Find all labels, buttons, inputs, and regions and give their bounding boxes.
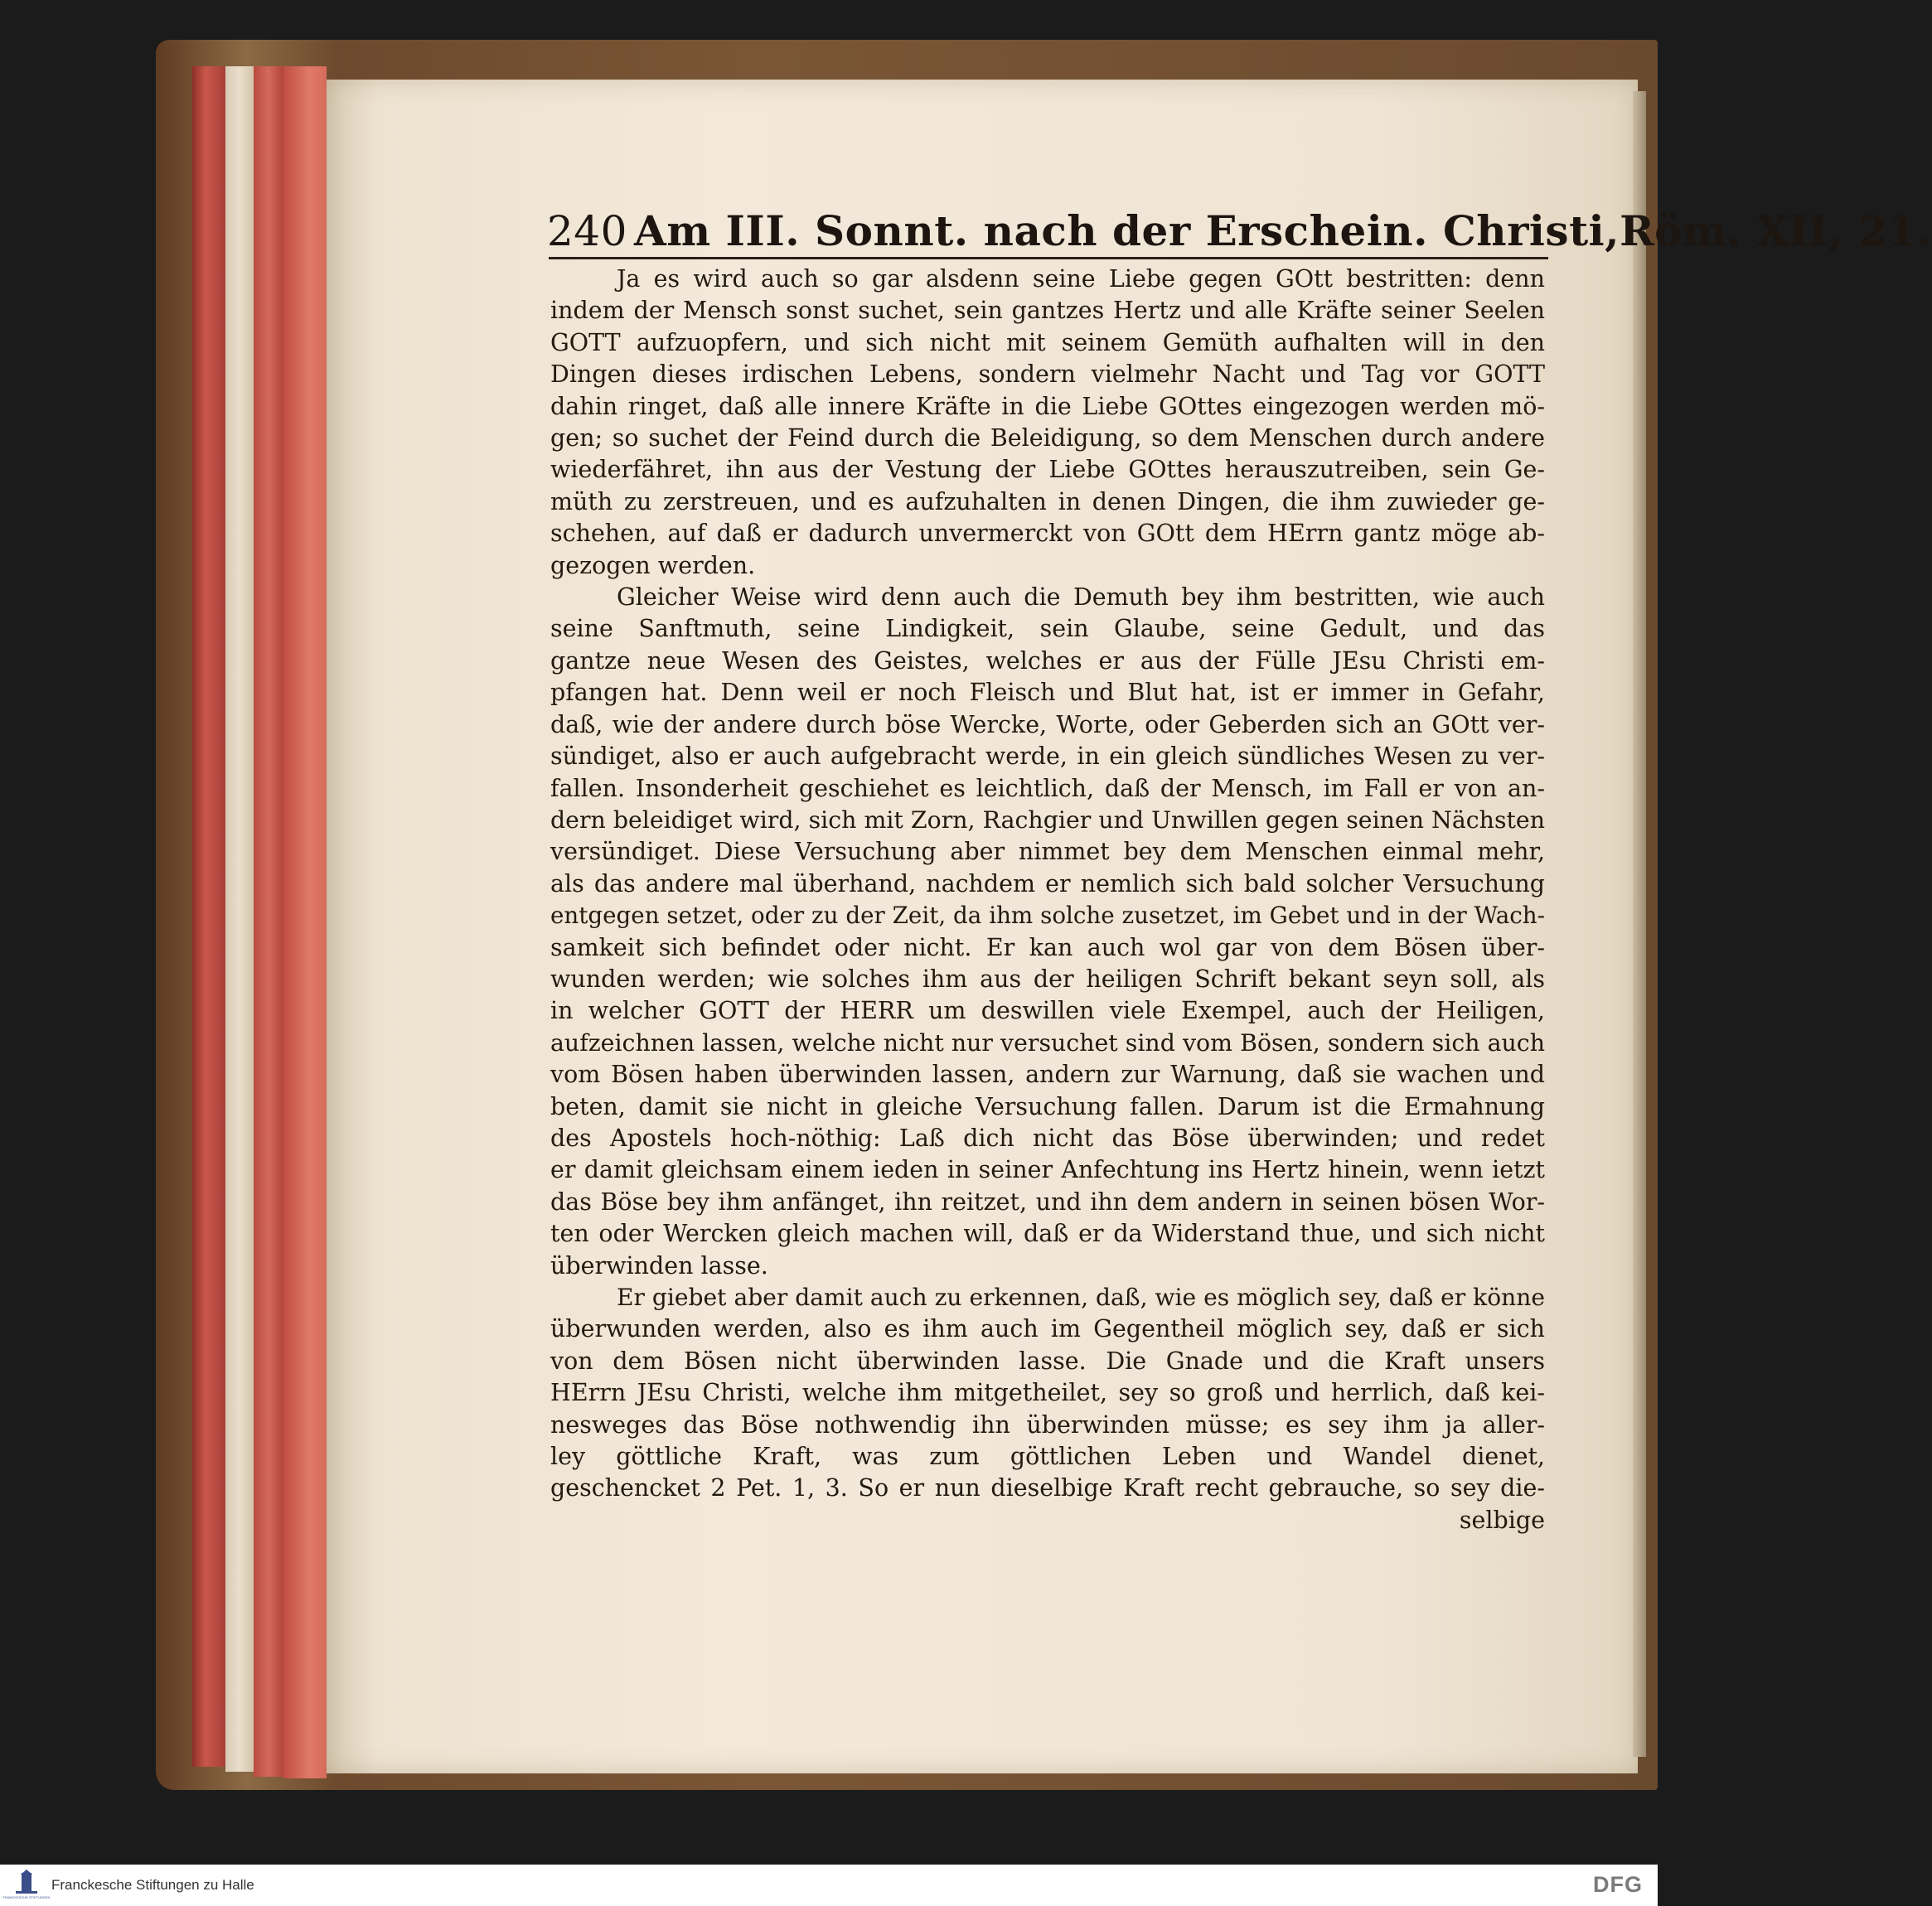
text-line: als das andere mal überhand, nachdem er nemlich sich bald solcher Versuchung xyxy=(550,869,1545,897)
text-line: aufzeichnen lassen, welche nicht nur versuchet sind vom Bösen, sondern sich auch xyxy=(550,1028,1545,1057)
text-line: GOTT aufzuopfern, und sich nicht mit seinem Gemüth aufhalten will in den xyxy=(550,328,1545,356)
paragraph xyxy=(550,582,1545,1282)
text-line: daß, wie der andere durch böse Wercke, Worte, oder Geberden sich an GOtt ver- xyxy=(550,710,1545,738)
text-line: pfangen hat. Denn weil er noch Fleisch und Blut hat, ist er immer in Gefahr, xyxy=(550,679,1545,707)
viewer-footer xyxy=(0,1865,1658,1906)
text-line: Dingen dieses irdischen Lebens, sondern vielmehr Nacht und Tag vor GOTT xyxy=(550,360,1545,389)
dfg-logo: DFG xyxy=(1593,1872,1643,1897)
text-line: gezogen werden. xyxy=(550,551,756,579)
page-edge xyxy=(254,66,283,1777)
text-line: wiederfähret, ihn aus der Vestung der Liebe GOttes herauszutreiben, sein Ge- xyxy=(550,456,1545,484)
page-edge xyxy=(192,66,225,1767)
text-line: Gleicher Weise wird denn auch die Demuth bey ihm bestritten, wie auch xyxy=(617,583,1545,612)
text-line: wunden werden; wie solches ihm aus der heiligen Schrift bekant seyn soll, als xyxy=(550,965,1545,993)
text-line: fallen. Insonderheit geschiehet es leichtlich, daß der Mensch, im Fall er von an- xyxy=(550,774,1545,802)
text-line: ten oder Wercken gleich machen will, daß er da Widerstand thue, und sich nicht xyxy=(550,1220,1545,1248)
text-line: HErrn JEsu Christi, welche ihm mitgetheilet, sey so groß und herrlich, daß kei- xyxy=(550,1379,1545,1407)
text-line: überwunden werden, also es ihm auch im Gegentheil möglich sey, daß er sich xyxy=(550,1315,1545,1343)
logo-caption: FRANCKESCHE STIFTUNGEN xyxy=(2,1895,51,1899)
paragraph xyxy=(550,264,1545,582)
text-line: geschencket 2 Pet. 1, 3. So er nun dieselbige Kraft recht gebrauche, so sey die- xyxy=(550,1474,1545,1502)
text-line: dern beleidiget wird, sich mit Zorn, Rachgier und Unwillen gegen seinen Nächsten xyxy=(550,805,1545,834)
text-line: des Apostels hoch-nöthig: Laß dich nicht das Böse überwinden; und redet xyxy=(550,1124,1545,1152)
text-line: versündiget. Diese Versuchung aber nimmet bey dem Menschen einmal mehr, xyxy=(550,838,1545,866)
page-edge xyxy=(225,66,254,1772)
paragraph xyxy=(550,1282,1545,1505)
text-line: von dem Bösen nicht überwinden lasse. Die Gnade und die Kraft unsers xyxy=(550,1347,1545,1375)
text-line: ley göttliche Kraft, was zum göttlichen Leben und Wandel dienet, xyxy=(550,1443,1545,1471)
text-line: schehen, auf daß er dadurch unvermerckt von GOtt dem HErrn gantz möge ab- xyxy=(550,520,1545,548)
text-line: Er giebet aber damit auch zu erkennen, daß, wie es möglich sey, daß er könne xyxy=(617,1284,1545,1311)
text-line: nesweges das Böse nothwendig ihn überwinden müsse; es sey ihm ja aller- xyxy=(550,1410,1545,1439)
text-line: in welcher GOTT der HERR um deswillen viele Exempel, auch der Heiligen, xyxy=(550,997,1545,1025)
page-number: 240 xyxy=(547,207,627,255)
institution-logo-icon xyxy=(2,1869,51,1902)
scripture-reference: Röm. XII, 21. xyxy=(1620,206,1932,255)
text-line: sündiget, also er auch aufgebracht werde, in ein gleich sündliches Wesen zu ver- xyxy=(550,743,1545,771)
text-line: überwinden lasse. xyxy=(550,1251,768,1280)
text-line: müth zu zerstreuen, und es aufzuhalten in denen Dingen, die ihm zuwieder ge- xyxy=(550,487,1545,515)
text-line: entgegen setzet, oder zu der Zeit, da ihm solche zusetzet, im Gebet und in der Wach- xyxy=(550,902,1545,930)
text-line: Ja es wird auch so gar alsdenn seine Liebe gegen GOtt bestritten: denn xyxy=(617,265,1545,293)
text-line: dahin ringet, daß alle innere Kräfte in die Liebe GOttes eingezogen werden mö- xyxy=(550,392,1545,420)
text-line: seine Sanftmuth, seine Lindigkeit, sein Glaube, seine Gedult, und das xyxy=(550,615,1545,643)
running-head xyxy=(547,197,1932,255)
page-body-text xyxy=(550,264,1545,1536)
institution-name: Franckesche Stiftungen zu Halle xyxy=(51,1877,254,1893)
text-line: vom Bösen haben überwinden lassen, andern zur Warnung, daß sie wachen und xyxy=(550,1061,1545,1089)
text-line: beten, damit sie nicht in gleiche Versuchung fallen. Darum ist die Ermahnung xyxy=(550,1092,1545,1120)
text-line: gantze neue Wesen des Geistes, welches er aus der Fülle JEsu Christi em- xyxy=(550,646,1545,675)
text-line: samkeit sich befindet oder nicht. Er kan auch wol gar von dem Bösen über- xyxy=(550,933,1545,961)
page-edge xyxy=(283,66,327,1778)
header-rule xyxy=(549,257,1548,259)
page-gutter xyxy=(1633,91,1646,1757)
text-line: gen; so suchet der Feind durch die Beleidigung, so dem Menschen durch andere xyxy=(550,424,1545,452)
text-line: indem der Mensch sonst suchet, sein gantzes Hertz und alle Kräfte seiner Seelen xyxy=(550,297,1545,325)
text-line: das Böse bey ihm anfänget, ihn reitzet, und ihn dem andern in seinen bösen Wor- xyxy=(550,1188,1545,1216)
text-line: er damit gleichsam einem ieden in seiner Anfechtung ins Hertz hinein, wenn ietzt xyxy=(550,1156,1545,1184)
running-title: Am III. Sonnt. nach der Erschein. Christi, xyxy=(633,206,1620,255)
catchword: selbige xyxy=(1459,1506,1545,1534)
